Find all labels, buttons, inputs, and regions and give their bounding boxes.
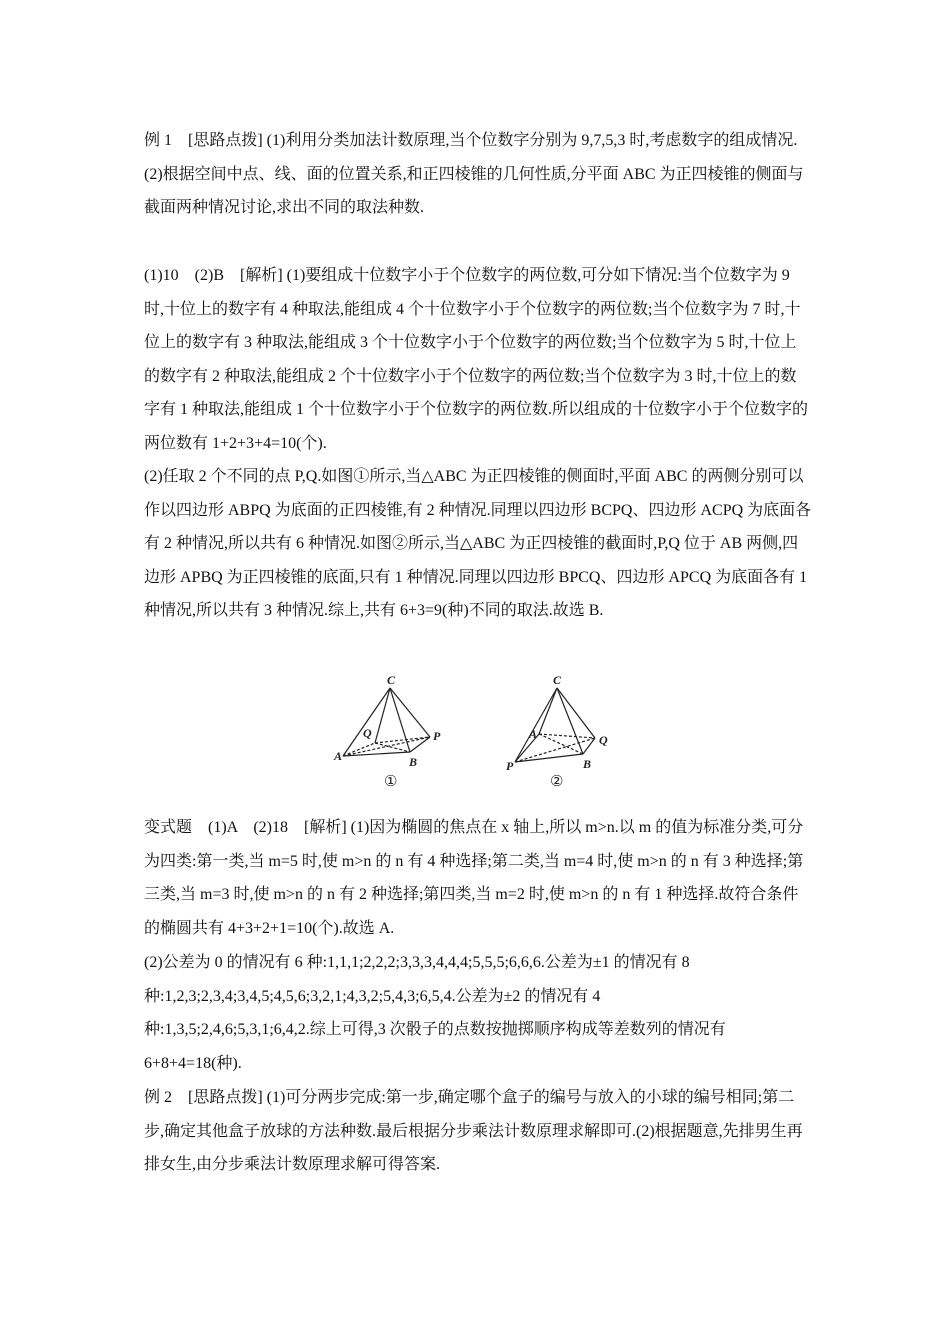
fig1-label-b: B: [409, 755, 418, 769]
variant-part2: (2)公差为 0 的情况有 6 种:1,1,1;2,2,2;3,3,3,4,4,4;5,5,5;6,6,6.公差为±1 的情况有 8 种:1,2,3;2,3,4;3,4,5;4,5,6;3,2,1;4,3,2;5,4,3;6,5,4.公差为±2 的情况有 4 种:1,3,5;2,4,6;5,3,1;6,4,2.综上可得,3 次骰子的点数按抛掷顺序构成等差数列的情况有 6+8+4=18(种).: [144, 954, 726, 1072]
fig1-label-p: P: [433, 729, 441, 743]
fig2-label-p: P: [506, 759, 514, 773]
fig1-label-q: Q: [363, 726, 372, 740]
example1-hint: 例 1 [思路点拨] (1)利用分类加法计数原理,当个位数字分别为 9,7,5,3 时,考虑数字的组成情况.(2)根据空间中点、线、面的位置关系,和正四棱锥的几何性质,分平面 ABC 为正四棱锥的侧面与截面两种情况讨论,求出不同的取法种数.: [144, 132, 804, 216]
example1-answer-part2: (2)任取 2 个不同的点 P,Q.如图①所示,当△ABC 为正四棱锥的侧面时,平面 ABC 的两侧分别可以作以四边形 ABPQ 为底面的正四棱锥,有 2 种情况.同理以四边形 BCPQ、四边形 ACPQ 为底面各有 2 种情况,所以共有 6 种情况.如图②所示,当△ABC 为正四棱锥的截面时,P,Q 位于 AB 两侧,四边形 APBQ 为正四棱锥的底面,只有 1 种情况.同理以四边形 BPCQ、四边形 APCQ 为底面各有 1 种情况,所以共有 3 种情况.综上,共有 6+3=9(种)不同的取法.故选 B.: [144, 468, 812, 619]
fig2-label-b: B: [583, 757, 592, 771]
example2-hint: 例 2 [思路点拨] (1)可分两步完成:第一步,确定哪个盒子的编号与放入的小球的编号相同;第二步,确定其他盒子放球的方法种数.最后根据分步乘法计数原理求解即可.(2)根据题意,先排男生再排女生,由分步乘法计数原理求解可得答案.: [144, 1089, 803, 1173]
fig1-label-c: C: [387, 673, 396, 687]
fig2-label-q: Q: [599, 733, 608, 747]
fig2-label-c: C: [553, 673, 562, 687]
fig2-caption: ②: [550, 774, 564, 790]
fig1-caption: ①: [384, 774, 398, 790]
pyramid-figure-2: [515, 688, 595, 762]
pyramid-figures: [333, 670, 618, 790]
fig2-label-a: A: [529, 727, 538, 741]
example1-answer-part1: (1)10 (2)B [解析] (1)要组成十位数字小于个位数字的两位数,可分如下情况:当个位数字为 9 时,十位上的数字有 4 种取法,能组成 4 个十位数字小于个位数字的两位数;当个位数字为 7 时,十位上的数字有 3 种取法,能组成 3 个十位数字小于个位数字的两位数;当个位数字为 5 时,十位上的数字有 2 种取法,能组成 2 个十位数字小于个位数字的两位数;当个位数字为 3 时,十位上的数字有 1 种取法,能组成 1 个十位数字小于个位数字的两位数.所以组成的十位数字小于个位数字的两位数有 1+2+3+4=10(个).: [144, 267, 809, 452]
fig1-label-a: A: [334, 749, 343, 763]
variant-part1: 变式题 (1)A (2)18 [解析] (1)因为椭圆的焦点在 x 轴上,所以 m>n.以 m 的值为标准分类,可分为四类:第一类,当 m=5 时,使 m>n 的 n 有 4 种选择;第二类,当 m=4 时,使 m>n 的 n 有 3 种选择;第三类,当 m=3 时,使 m>n 的 n 有 2 种选择;第四类,当 m=2 时,使 m>n 的 n 有 1 种选择.故符合条件的椭圆共有 4+3+2+1=10(个).故选 A.: [144, 819, 804, 937]
pyramid-figure-1: [343, 688, 430, 756]
